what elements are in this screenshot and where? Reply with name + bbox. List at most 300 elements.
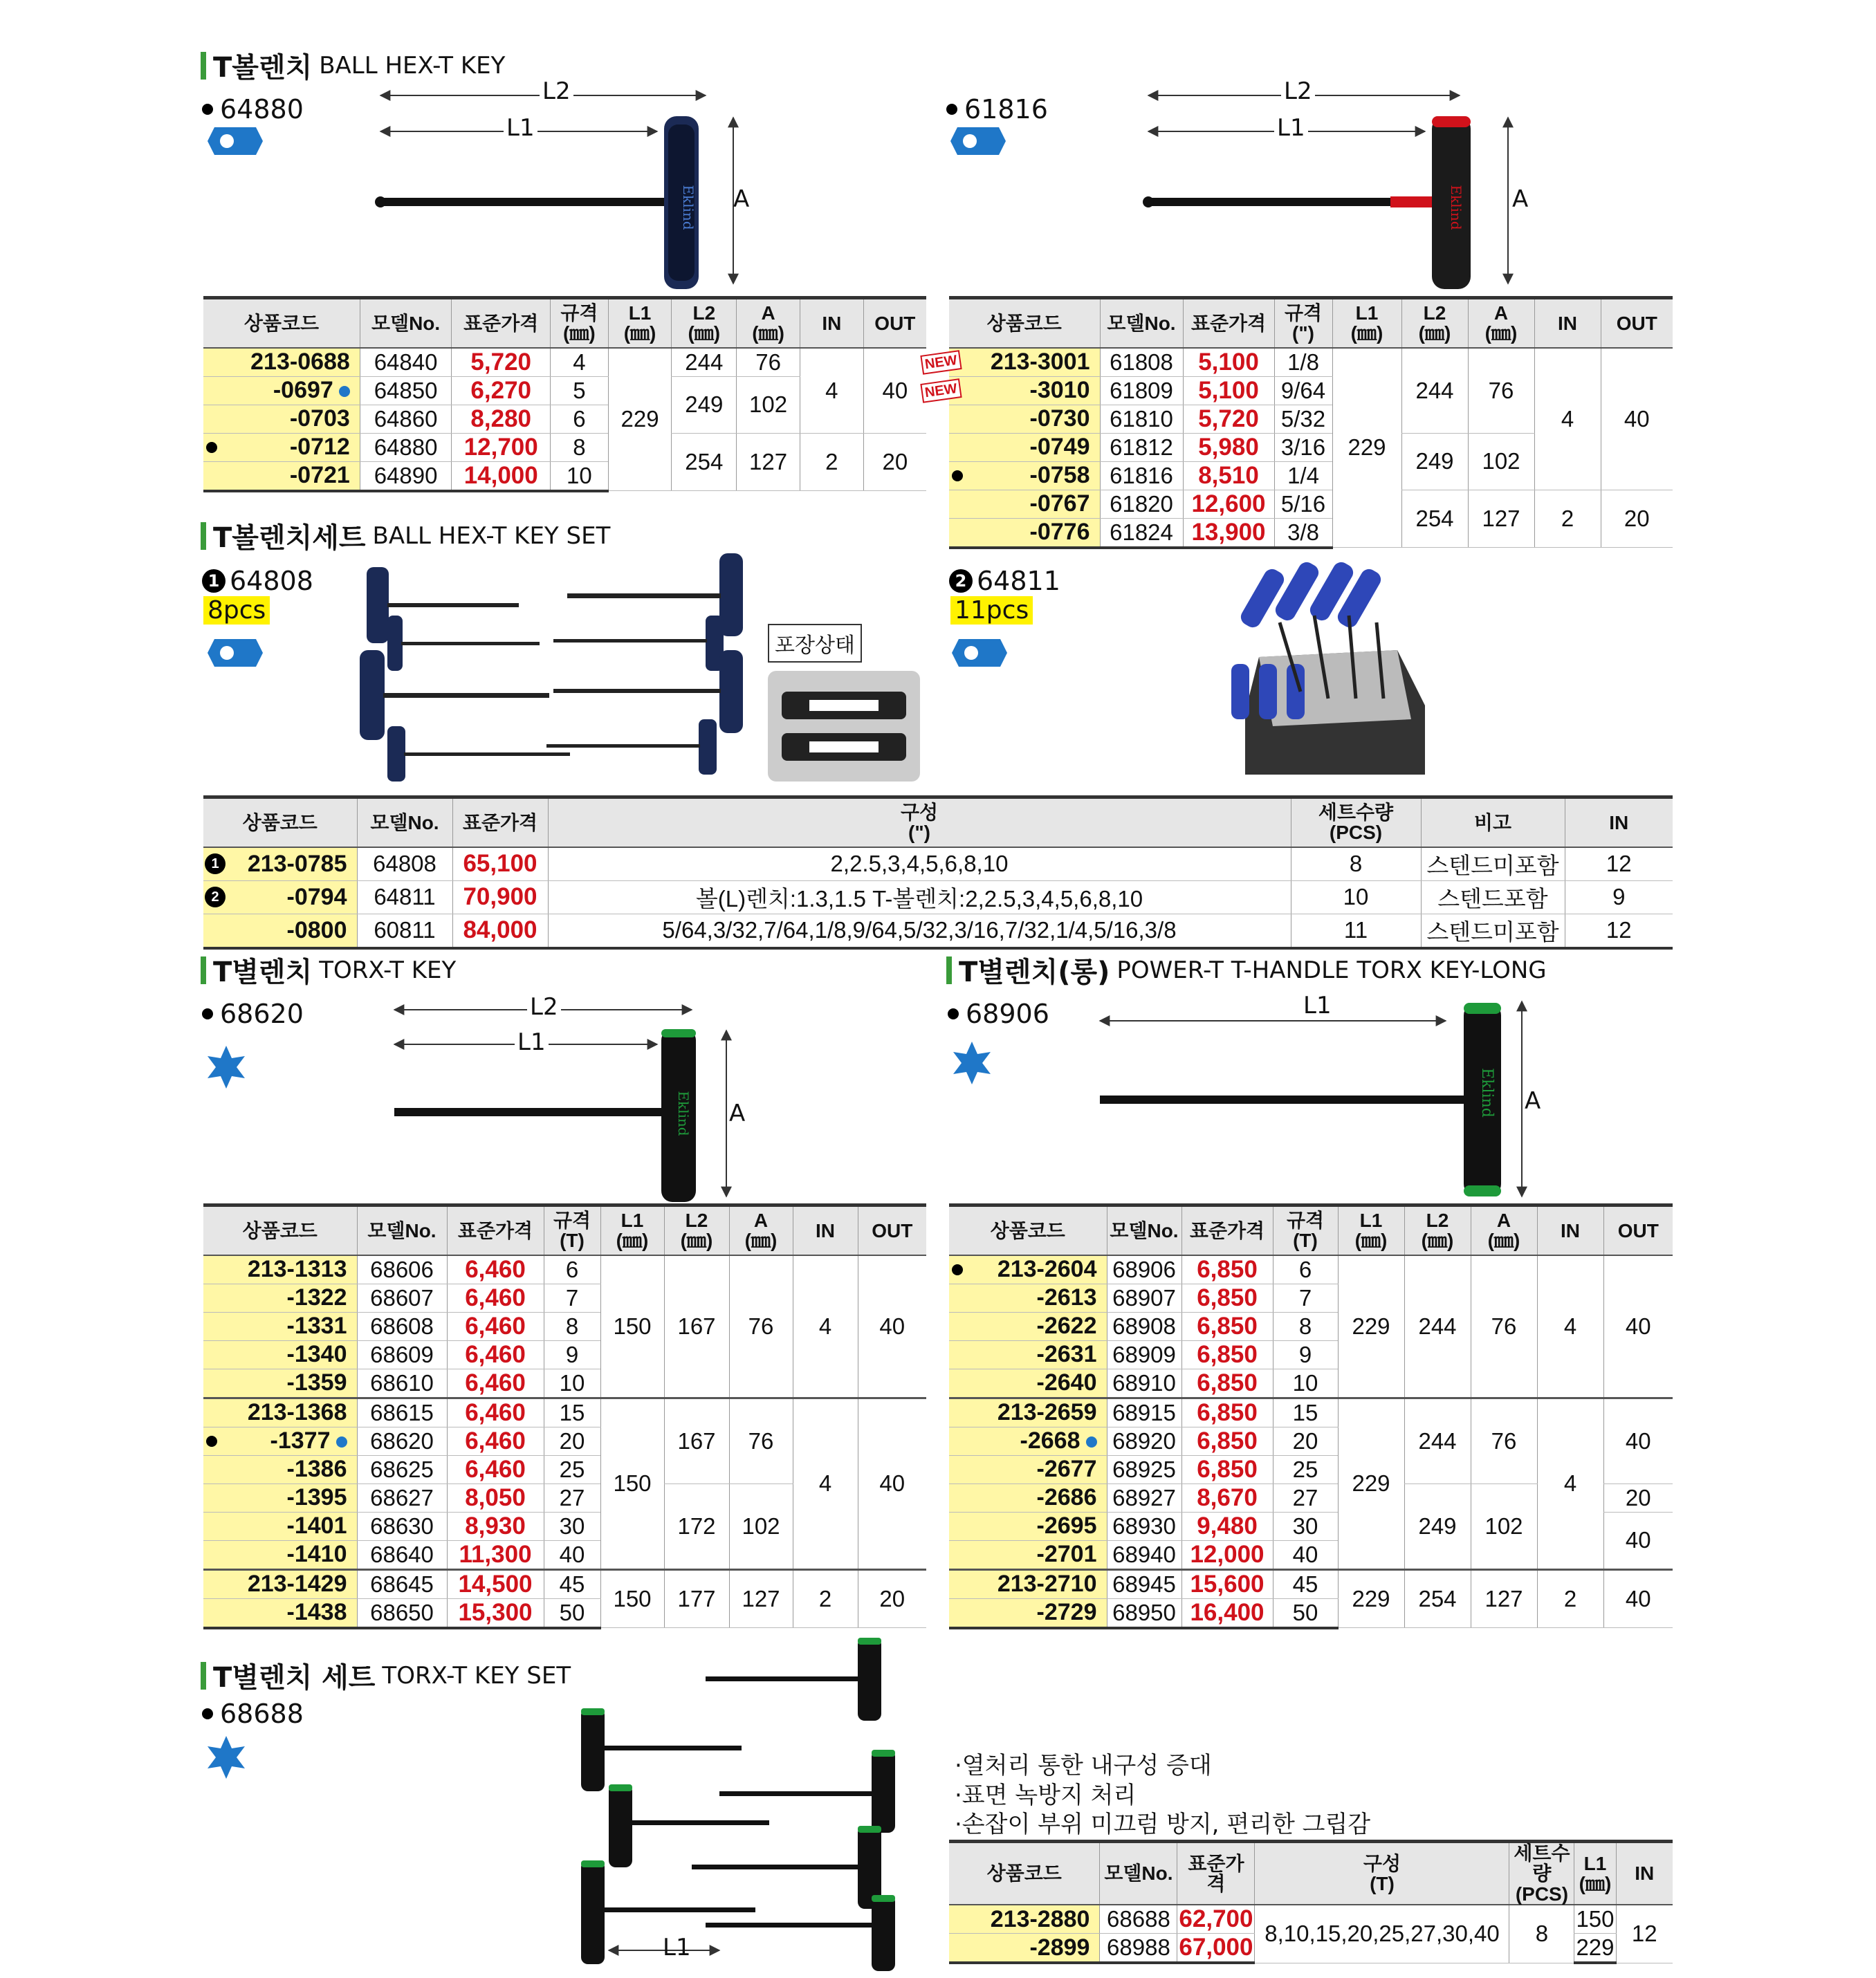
price: 15,600 — [1181, 1569, 1273, 1598]
price: 67,000 — [1177, 1934, 1255, 1963]
model-no: 64860 — [360, 405, 452, 433]
dim-label-l1: L1 — [504, 114, 537, 142]
table-row — [949, 1905, 1673, 1934]
dim-label-a: A — [733, 185, 750, 213]
remark: 스텐드미포함 — [1421, 914, 1565, 948]
torx-star-icon — [203, 1735, 249, 1780]
product-code: -1438 — [203, 1598, 357, 1628]
model-no: 68930 — [1107, 1512, 1181, 1540]
title-en: TORX-T KEY — [319, 956, 457, 984]
table-row — [949, 490, 1673, 518]
out-value: 20 — [863, 433, 926, 491]
ball-hex-key-set-table — [203, 795, 1673, 950]
title-accent-bar — [201, 956, 206, 984]
product-code: -0749 — [949, 433, 1100, 461]
product-code: -2677 — [949, 1455, 1107, 1484]
hex-ball-end-icon — [206, 126, 264, 156]
table-row — [203, 1569, 926, 1598]
model-no: 64811 — [357, 880, 452, 914]
title-ko: T볼렌치 — [213, 52, 313, 84]
l1-value: 229 — [1338, 1398, 1404, 1569]
ball-hex-t-key-drawing-blue — [367, 76, 768, 297]
model-no: 68910 — [1107, 1369, 1181, 1398]
l2-value: 254 — [1404, 1569, 1471, 1628]
svg-text:Eklind: Eklind — [675, 1091, 692, 1136]
size: 50 — [1273, 1598, 1338, 1628]
col-header-in: IN — [793, 1205, 858, 1255]
torx-key-long-table — [949, 1203, 1673, 1629]
size: 3/16 — [1274, 433, 1332, 461]
l2-value: 244 — [1404, 1255, 1471, 1398]
number-badge: 2 — [205, 887, 226, 907]
l2-value: 177 — [664, 1569, 729, 1628]
col-header-price: 표준가격 — [1177, 1842, 1255, 1905]
col-header-out: OUT — [858, 1205, 926, 1255]
model-no: 60811 — [357, 914, 452, 948]
out-value: 20 — [1603, 1484, 1673, 1512]
size: 45 — [544, 1569, 600, 1598]
model-label-68620: 68620 — [202, 999, 304, 1029]
title-ko: T별렌치 세트 — [213, 1662, 376, 1694]
price: 8,930 — [447, 1512, 544, 1540]
in-value: 4 — [800, 348, 863, 434]
in-value: 2 — [793, 1569, 858, 1628]
section-title-torx-t-key — [201, 950, 456, 990]
price: 5,100 — [1183, 348, 1274, 377]
price: 8,280 — [452, 405, 551, 433]
in-value: 4 — [1534, 348, 1601, 490]
l1-value: 229 — [1338, 1569, 1404, 1628]
composition: 5/64,3/32,7/64,1/8,9/64,5/32,3/16,7/32,1/4,5/16,3/8 — [548, 914, 1291, 948]
model-no: 68909 — [1107, 1340, 1181, 1369]
table-row — [949, 1569, 1673, 1598]
l2-value: 254 — [1401, 490, 1468, 548]
title-en: POWER-T T-HANDLE TORX KEY-LONG — [1116, 956, 1547, 984]
col-header-in: IN — [1565, 797, 1673, 847]
product-code: -2729 — [949, 1598, 1107, 1628]
model-no: 68645 — [357, 1569, 447, 1598]
col-header-size: 규격 (T) — [544, 1205, 600, 1255]
price: 14,000 — [452, 461, 551, 491]
out-value: 40 — [1603, 1569, 1673, 1628]
col-header-in: IN — [1534, 298, 1601, 348]
col-header-set-qty: 세트수량 (PCS) — [1291, 797, 1421, 847]
col-header-in: IN — [800, 298, 863, 348]
dim-label-l2: L2 — [1281, 77, 1315, 105]
a-value: 76 — [1468, 348, 1534, 434]
price: 8,670 — [1181, 1484, 1273, 1512]
a-value: 76 — [1471, 1398, 1537, 1484]
size: 4 — [551, 348, 609, 377]
col-header-l2: L2 (㎜) — [1404, 1205, 1471, 1255]
price: 6,460 — [447, 1427, 544, 1455]
product-code: 213-2880 — [949, 1905, 1100, 1934]
price: 12,600 — [1183, 490, 1274, 518]
svg-text:Eklind: Eklind — [1478, 1068, 1496, 1118]
price: 12,000 — [1181, 1540, 1273, 1569]
size: 7 — [544, 1284, 600, 1312]
col-header-a: A (㎜) — [729, 1205, 793, 1255]
l2-value: 244 — [1404, 1398, 1471, 1484]
col-header-l2: L2 (㎜) — [664, 1205, 729, 1255]
a-value: 102 — [737, 376, 800, 433]
new-badge: NEW — [920, 378, 962, 403]
dim-label-l2: L2 — [540, 77, 573, 105]
composition: 2,2.5,3,4,5,6,8,10 — [548, 847, 1291, 881]
torx-star-icon — [949, 1040, 995, 1086]
col-header-price: 표준가격 — [452, 298, 551, 348]
size: 40 — [1273, 1540, 1338, 1569]
product-code: -2640 — [949, 1369, 1107, 1398]
col-header-in: IN — [1537, 1205, 1603, 1255]
col-header-model: 모델No. — [357, 1205, 447, 1255]
model-no: 68630 — [357, 1512, 447, 1540]
product-code: -1340 — [203, 1340, 357, 1369]
price: 6,460 — [447, 1455, 544, 1484]
ball-hex-key-set-photo — [346, 546, 747, 788]
price: 6,850 — [1181, 1455, 1273, 1484]
product-code: 213-0688 — [203, 348, 360, 377]
product-code: 213-1313 — [203, 1255, 357, 1284]
model-no: 68927 — [1107, 1484, 1181, 1512]
product-code: -1331 — [203, 1312, 357, 1340]
table-row — [203, 348, 926, 377]
in-value: 4 — [1537, 1255, 1603, 1398]
col-header-a: A (㎜) — [1468, 298, 1534, 348]
model-no: 61810 — [1100, 405, 1183, 433]
set-qty: 8 — [1509, 1905, 1574, 1963]
out-value: 40 — [1601, 348, 1673, 490]
size: 5/16 — [1274, 490, 1332, 518]
feature-bullet: ·표면 녹방지 처리 — [955, 1781, 1137, 1809]
ball-hex-key-set-stand-photo — [1217, 553, 1439, 782]
a-value: 76 — [729, 1398, 793, 1484]
out-value: 40 — [1603, 1255, 1673, 1398]
product-code: 213-1429 — [203, 1569, 357, 1598]
model-no: 68906 — [1107, 1255, 1181, 1284]
l2-value: 172 — [664, 1484, 729, 1569]
size: 10 — [1273, 1369, 1338, 1398]
product-code: -2631 — [949, 1340, 1107, 1369]
pictured-dot — [206, 442, 217, 453]
packaging-label: 포장상태 — [768, 624, 862, 663]
product-code: -1410 — [203, 1540, 357, 1569]
a-value: 127 — [1468, 490, 1534, 548]
ball-hex-t-key-table-left — [203, 296, 926, 492]
col-header-price: 표준가격 — [447, 1205, 544, 1255]
dim-label-l1: L1 — [515, 1028, 549, 1056]
in-value: 9 — [1565, 880, 1673, 914]
product-code: 213-1368 — [203, 1398, 357, 1427]
size: 8 — [551, 433, 609, 461]
size: 27 — [1273, 1484, 1338, 1512]
price: 6,460 — [447, 1255, 544, 1284]
out-value: 40 — [858, 1398, 926, 1569]
svg-text:Eklind: Eklind — [680, 185, 697, 230]
feature-bullet: ·손잡이 부위 미끄럼 방지, 편리한 그립감 — [955, 1811, 1371, 1838]
size: 27 — [544, 1484, 600, 1512]
title-accent-bar — [201, 522, 206, 550]
l1-value: 150 — [600, 1569, 664, 1628]
col-header-size: 규격 (") — [1274, 298, 1332, 348]
size: 3/8 — [1274, 518, 1332, 548]
a-value: 76 — [729, 1255, 793, 1398]
size: 6 — [551, 405, 609, 433]
col-header-set-qty: 세트수량 (PCS) — [1509, 1842, 1574, 1905]
model-no: 68945 — [1107, 1569, 1181, 1598]
size: 45 — [1273, 1569, 1338, 1598]
l1-value: 229 — [1332, 348, 1401, 548]
model-no: 68915 — [1107, 1398, 1181, 1427]
price: 12,700 — [452, 433, 551, 461]
title-ko: T별렌치 — [213, 956, 313, 988]
product-code: NEW 213-3001 — [949, 348, 1100, 377]
feature-bullet: ·열처리 통한 내구성 증대 — [955, 1752, 1212, 1780]
size: 7 — [1273, 1284, 1338, 1312]
in-value: 12 — [1616, 1905, 1673, 1963]
a-value: 76 — [1471, 1255, 1537, 1398]
product-code: NEW -3010 — [949, 376, 1100, 405]
product-code: -1386 — [203, 1455, 357, 1484]
product-code: -0730 — [949, 405, 1100, 433]
dim-label-l1: L1 — [663, 1934, 691, 1961]
size: 25 — [544, 1455, 600, 1484]
in-value: 2 — [1537, 1569, 1603, 1628]
title-accent-bar — [201, 1662, 206, 1690]
product-code: 213-2604 — [949, 1255, 1107, 1284]
col-header-price: 표준가격 — [452, 797, 548, 847]
size: 1/4 — [1274, 461, 1332, 490]
table-row — [203, 847, 1673, 881]
product-code: -0800 — [203, 914, 357, 948]
col-header-a: A (㎜) — [1471, 1205, 1537, 1255]
l1-value: 229 — [1338, 1255, 1404, 1398]
price: 8,050 — [447, 1484, 544, 1512]
l1-value: 229 — [1574, 1934, 1616, 1963]
product-code: 1 213-0785 — [203, 847, 357, 881]
col-header-composition: 구성 (") — [548, 797, 1291, 847]
title-en: TORX-T KEY SET — [382, 1661, 571, 1690]
product-code: -0776 — [949, 518, 1100, 548]
price: 5,720 — [452, 348, 551, 377]
product-code: -0767 — [949, 490, 1100, 518]
col-header-price: 표준가격 — [1183, 298, 1274, 348]
col-header-code: 상품코드 — [949, 1205, 1107, 1255]
size: 6 — [544, 1255, 600, 1284]
a-value: 76 — [737, 348, 800, 377]
col-header-model: 모델No. — [1100, 1842, 1177, 1905]
model-no: 61816 — [1100, 461, 1183, 490]
table-row — [203, 1255, 926, 1284]
col-header-code: 상품코드 — [203, 1205, 357, 1255]
price: 6,850 — [1181, 1312, 1273, 1340]
model-no: 68925 — [1107, 1455, 1181, 1484]
l1-value: 150 — [600, 1398, 664, 1569]
col-header-price: 표준가격 — [1181, 1205, 1273, 1255]
price: 6,850 — [1181, 1255, 1273, 1284]
model-no: 68688 — [1100, 1905, 1177, 1934]
a-value: 127 — [1471, 1569, 1537, 1628]
l1-value: 150 — [600, 1255, 664, 1398]
size: 30 — [1273, 1512, 1338, 1540]
product-code: -0758 — [949, 461, 1100, 490]
price: 6,850 — [1181, 1369, 1273, 1398]
ball-hex-t-key-drawing-red — [1134, 76, 1536, 297]
table-row — [949, 1398, 1673, 1427]
composition: 8,10,15,20,25,27,30,40 — [1255, 1905, 1509, 1963]
number-badge: 2 — [949, 569, 973, 593]
model-no: 68615 — [357, 1398, 447, 1427]
model-no: 68940 — [1107, 1540, 1181, 1569]
price: 15,300 — [447, 1598, 544, 1628]
model-no: 68620 — [357, 1427, 447, 1455]
product-code: -1359 — [203, 1369, 357, 1398]
model-no: 61824 — [1100, 518, 1183, 548]
col-header-l1: L1 (㎜) — [1332, 298, 1401, 348]
hex-ball-end-icon — [950, 638, 1009, 668]
col-header-size: 규격 (T) — [1273, 1205, 1338, 1255]
price: 6,460 — [447, 1312, 544, 1340]
price: 84,000 — [452, 914, 548, 948]
size: 15 — [1273, 1398, 1338, 1427]
col-header-l2: L2 (㎜) — [1401, 298, 1468, 348]
title-accent-bar — [946, 956, 952, 984]
col-header-model: 모델No. — [360, 298, 452, 348]
pictured-dot — [952, 1264, 963, 1275]
hex-ball-end-icon — [949, 126, 1007, 156]
price: 11,300 — [447, 1540, 544, 1569]
model-no: 68988 — [1100, 1934, 1177, 1963]
col-header-model: 모델No. — [1107, 1205, 1181, 1255]
model-no: 64808 — [357, 847, 452, 881]
dim-label-a: A — [729, 1100, 746, 1127]
product-code: -0697 — [203, 376, 360, 405]
model-no: 68607 — [357, 1284, 447, 1312]
price: 65,100 — [452, 847, 548, 881]
l1-value: 150 — [1574, 1905, 1616, 1934]
price: 6,460 — [447, 1340, 544, 1369]
price: 6,460 — [447, 1398, 544, 1427]
price: 14,500 — [447, 1569, 544, 1598]
model-no: 68907 — [1107, 1284, 1181, 1312]
model-no: 68606 — [357, 1255, 447, 1284]
l1-value: 229 — [608, 348, 672, 491]
section-title-torx-t-key-set — [201, 1656, 571, 1695]
pictured-dot — [952, 470, 963, 481]
out-value: 40 — [1603, 1398, 1673, 1484]
col-header-l2: L2 (㎜) — [672, 298, 737, 348]
in-value: 12 — [1565, 914, 1673, 948]
composition: 볼(L)렌치:1.3,1.5 T-볼렌치:2,2.5,3,4,5,6,8,10 — [548, 880, 1291, 914]
bullet-dot — [948, 1008, 959, 1019]
product-code: -0712 — [203, 433, 360, 461]
torx-key-long-drawing — [1093, 996, 1536, 1203]
size: 50 — [544, 1598, 600, 1628]
col-header-l1: L1 (㎜) — [600, 1205, 664, 1255]
product-code: -1377 — [203, 1427, 357, 1455]
a-value: 102 — [1471, 1484, 1537, 1569]
title-ko: T볼렌치세트 — [213, 522, 366, 554]
l2-value: 249 — [672, 376, 737, 433]
size: 5 — [551, 376, 609, 405]
a-value: 127 — [737, 433, 800, 491]
model-no: 68908 — [1107, 1312, 1181, 1340]
set-qty: 10 — [1291, 880, 1421, 914]
model-label-68906: 68906 — [948, 999, 1049, 1029]
out-value: 40 — [1603, 1512, 1673, 1569]
price: 6,460 — [447, 1284, 544, 1312]
model-no: 64880 — [360, 433, 452, 461]
bullet-dot — [202, 1008, 213, 1019]
model-label-64808: 1 64808 — [202, 566, 313, 596]
size: 10 — [551, 461, 609, 491]
model-no: 64840 — [360, 348, 452, 377]
bullet-dot — [202, 104, 213, 115]
ball-hex-t-key-table-right — [923, 296, 1673, 549]
size: 9 — [544, 1340, 600, 1369]
col-header-model: 모델No. — [357, 797, 452, 847]
col-header-out: OUT — [863, 298, 926, 348]
svg-text:Eklind: Eklind — [1448, 185, 1464, 230]
size: 20 — [1273, 1427, 1338, 1455]
remark: 스텐드포함 — [1421, 880, 1565, 914]
l2-value: 249 — [1404, 1484, 1471, 1569]
in-value: 12 — [1565, 847, 1673, 881]
size: 5/32 — [1274, 405, 1332, 433]
model-no: 68650 — [357, 1598, 447, 1628]
featured-dot — [336, 1436, 347, 1448]
set-qty: 8 — [1291, 847, 1421, 881]
model-label-64811: 2 64811 — [949, 566, 1060, 596]
size: 6 — [1273, 1255, 1338, 1284]
product-code: 213-2659 — [949, 1398, 1107, 1427]
title-en: BALL HEX-T KEY — [319, 51, 506, 80]
price: 6,850 — [1181, 1398, 1273, 1427]
table-row — [203, 433, 926, 461]
product-code: -1395 — [203, 1484, 357, 1512]
col-header-l1: L1 (㎜) — [1574, 1842, 1616, 1905]
size: 9/64 — [1274, 376, 1332, 405]
torx-t-key-set-photo — [567, 1632, 913, 1978]
featured-dot — [1086, 1436, 1097, 1448]
featured-dot — [339, 386, 350, 397]
title-en: BALL HEX-T KEY SET — [372, 521, 611, 550]
l2-value: 244 — [672, 348, 737, 377]
model-no: 61820 — [1100, 490, 1183, 518]
bullet-dot — [202, 1708, 213, 1719]
number-badge: 1 — [205, 853, 226, 874]
col-header-code: 상품코드 — [949, 1842, 1100, 1905]
new-badge: NEW — [920, 350, 962, 375]
product-code: -2695 — [949, 1512, 1107, 1540]
model-no: 68609 — [357, 1340, 447, 1369]
in-value: 2 — [1534, 490, 1601, 548]
model-no: 68640 — [357, 1540, 447, 1569]
col-header-in: IN — [1616, 1842, 1673, 1905]
in-value: 4 — [793, 1255, 858, 1398]
out-value: 40 — [858, 1255, 926, 1398]
product-code: -2701 — [949, 1540, 1107, 1569]
col-header-code: 상품코드 — [949, 298, 1100, 348]
pcs-badge: 8pcs — [203, 596, 270, 625]
col-header-model: 모델No. — [1100, 298, 1183, 348]
price: 5,100 — [1183, 376, 1274, 405]
dim-label-l1: L1 — [1300, 992, 1334, 1019]
product-code: -2668 — [949, 1427, 1107, 1455]
size: 15 — [544, 1398, 600, 1427]
size: 10 — [544, 1369, 600, 1398]
dim-label-a: A — [1525, 1087, 1541, 1115]
